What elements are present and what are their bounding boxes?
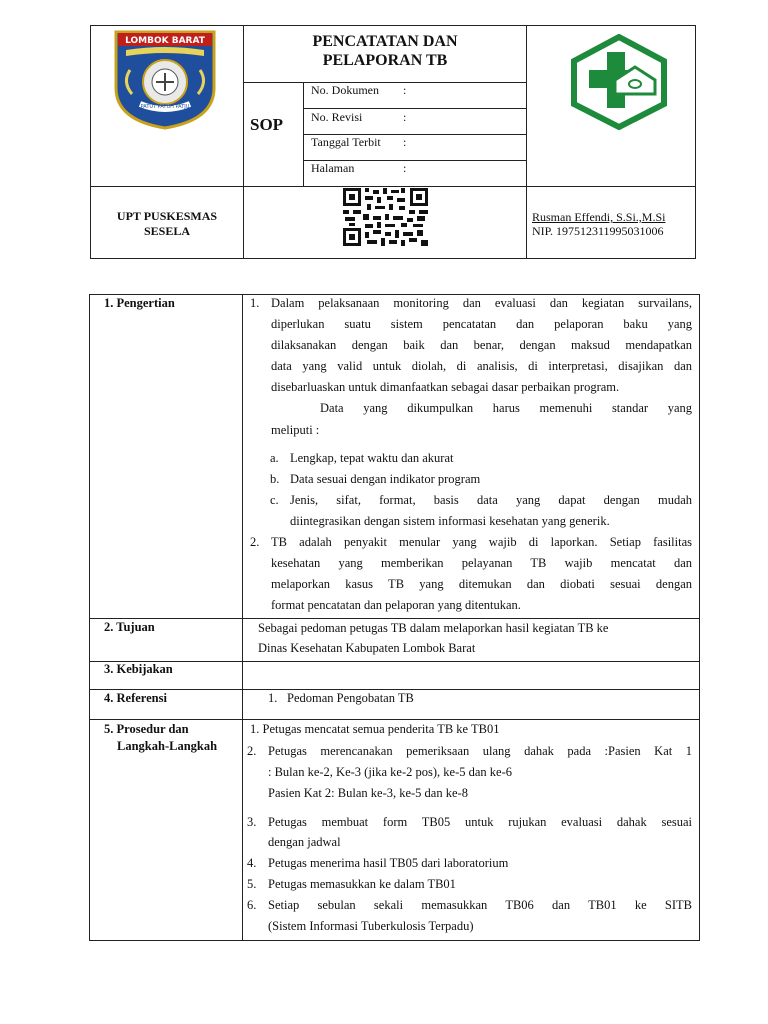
pengertian-p2-line: TB adalah penyakit menular yang wajib di laporkan. Setiap fasilitas xyxy=(271,535,692,549)
field-colon: : xyxy=(403,161,407,175)
pengertian-p1-line: dilaksanakan dengan baik dan benar, dengan maksud mendapatkan xyxy=(271,338,692,352)
prosedur-step-number: 4. xyxy=(247,856,257,870)
prosedur-step-4: Petugas menerima hasil TB05 dari laboratorium xyxy=(268,856,509,870)
prosedur-step-number: 2. xyxy=(247,744,257,758)
section-label-prosedur-line-2: Langkah-Langkah xyxy=(117,739,218,753)
field-label: No. Revisi xyxy=(311,110,363,124)
pengertian-p1-indent-line: Data yang dikumpulkan harus memenuhi standar yang xyxy=(320,401,692,415)
pengertian-sub-letter: a. xyxy=(270,451,279,465)
pengertian-p1-line: diperlukan suatu sistem pencatatan dan pelaporan baku yang xyxy=(271,317,692,331)
pengertian-sub-letter: b. xyxy=(270,472,280,486)
prosedur-step-number: 5. xyxy=(247,877,257,891)
section-label-pengertian: 1. Pengertian xyxy=(104,296,175,310)
pengertian-p1-line: Dalam pelaksanaan monitoring dan evaluasi dan kegiatan survailans, xyxy=(271,296,692,310)
field-colon: : xyxy=(403,83,407,97)
qr-code-image xyxy=(343,188,428,246)
pengertian-sub-item: Jenis, sifat, format, basis data yang dapat dengan mudah xyxy=(290,493,692,507)
organization-name xyxy=(90,209,244,239)
prosedur-step-number: 6. xyxy=(247,898,257,912)
org-line-2: SESELA xyxy=(143,224,191,238)
pengertian-p2-last-line: format pencatatan dan pelaporan yang ditentukan. xyxy=(271,598,521,612)
prosedur-step-5: Petugas memasukkan ke dalam TB01 xyxy=(268,877,456,891)
referensi-item-number: 1. xyxy=(268,691,278,705)
pengertian-p2-line: melaporkan kasus TB yang ditemukan dan diobati sesuai dengan xyxy=(271,577,692,591)
pengertian-p1-line: disebarluaskan untuk dimanfaatkan sebagai dasar perbaikan program. xyxy=(271,380,620,394)
tujuan-text-line-1: Sebagai pedoman petugas TB dalam melaporkan hasil kegiatan TB ke xyxy=(258,621,609,635)
section-label-prosedur: 5. Prosedur dan xyxy=(104,722,189,736)
section-label-referensi: 4. Referensi xyxy=(104,691,167,705)
prosedur-step-2-line-3: Pasien Kat 2: Bulan ke-3, ke-5 dan ke-8 xyxy=(268,786,468,800)
prosedur-step-number: 3. xyxy=(247,815,257,829)
section-label-tujuan: 2. Tujuan xyxy=(104,620,155,634)
pengertian-sub-letter: c. xyxy=(270,493,279,507)
section-label-kebijakan: 3. Kebijakan xyxy=(104,662,173,676)
field-halaman xyxy=(311,161,407,176)
pengertian-p1-last-line: meliputi : xyxy=(271,423,320,437)
field-label: Tanggal Terbit xyxy=(311,135,381,149)
field-tanggal-terbit xyxy=(311,135,407,150)
field-label: No. Dokumen xyxy=(311,83,379,97)
org-line-1: UPT PUSKESMAS xyxy=(116,209,218,223)
document-title xyxy=(244,32,526,70)
title-line-1: PENCATATAN DAN xyxy=(312,33,458,50)
tujuan-text-line-2: Dinas Kesehatan Kabupaten Lombok Barat xyxy=(258,641,476,655)
prosedur-step-2-line-2: : Bulan ke-2, Ke-3 (jika ke-2 pos), ke-5 dan ke-6 xyxy=(268,765,513,779)
pengertian-p2-number: 2. xyxy=(250,535,260,549)
signer-name: Rusman Effendi, S.Si.,M.Si xyxy=(532,210,666,224)
prosedur-step-2-line-1: Petugas merencanakan pemeriksaan ulang dahak pada :Pasien Kat 1 xyxy=(268,744,692,758)
title-line-2: PELAPORAN TB xyxy=(322,52,448,69)
crest-motto-text: PATUT PATUH PATJU xyxy=(140,104,190,110)
prosedur-step-3-line-1: Petugas membuat form TB05 untuk rujukan evaluasi dahak sesuai xyxy=(268,815,692,829)
prosedur-step-6-line-1: Setiap sebulan sekali memasukkan TB06 dan TB01 ke SITB xyxy=(268,898,692,912)
field-colon: : xyxy=(403,135,407,149)
signer-nip: NIP. 197512311995031006 xyxy=(532,224,664,238)
sop-label: SOP xyxy=(250,115,284,134)
lombok-barat-crest-logo xyxy=(112,28,218,130)
prosedur-step-1: 1. Petugas mencatat semua penderita TB ke TB01 xyxy=(250,722,500,736)
pengertian-sub-item: Lengkap, tepat waktu dan akurat xyxy=(290,451,454,465)
pengertian-p1-line: data yang valid untuk diolah, di analisis, di interpretasi, disajikan dan xyxy=(271,359,692,373)
field-colon: : xyxy=(403,110,407,124)
field-label: Halaman xyxy=(311,161,355,175)
puskesmas-logo xyxy=(569,34,669,130)
pengertian-p2-line: kesehatan yang memberikan pelayanan TB wajib mencatat dan xyxy=(271,556,692,570)
pengertian-p1-number: 1. xyxy=(250,296,260,310)
pengertian-sub-c-continuation: diintegrasikan dengan sistem informasi kesehatan yang generik. xyxy=(290,514,610,528)
field-no-dokumen xyxy=(311,83,407,98)
pengertian-sub-item: Data sesuai dengan indikator program xyxy=(290,472,481,486)
crest-title-text: LOMBOK BARAT xyxy=(125,36,205,46)
referensi-item: Pedoman Pengobatan TB xyxy=(287,691,414,705)
prosedur-step-6-line-2: (Sistem Informasi Tuberkulosis Terpadu) xyxy=(268,919,474,933)
prosedur-step-3-line-2: dengan jadwal xyxy=(268,835,341,849)
field-no-revisi xyxy=(311,110,407,125)
